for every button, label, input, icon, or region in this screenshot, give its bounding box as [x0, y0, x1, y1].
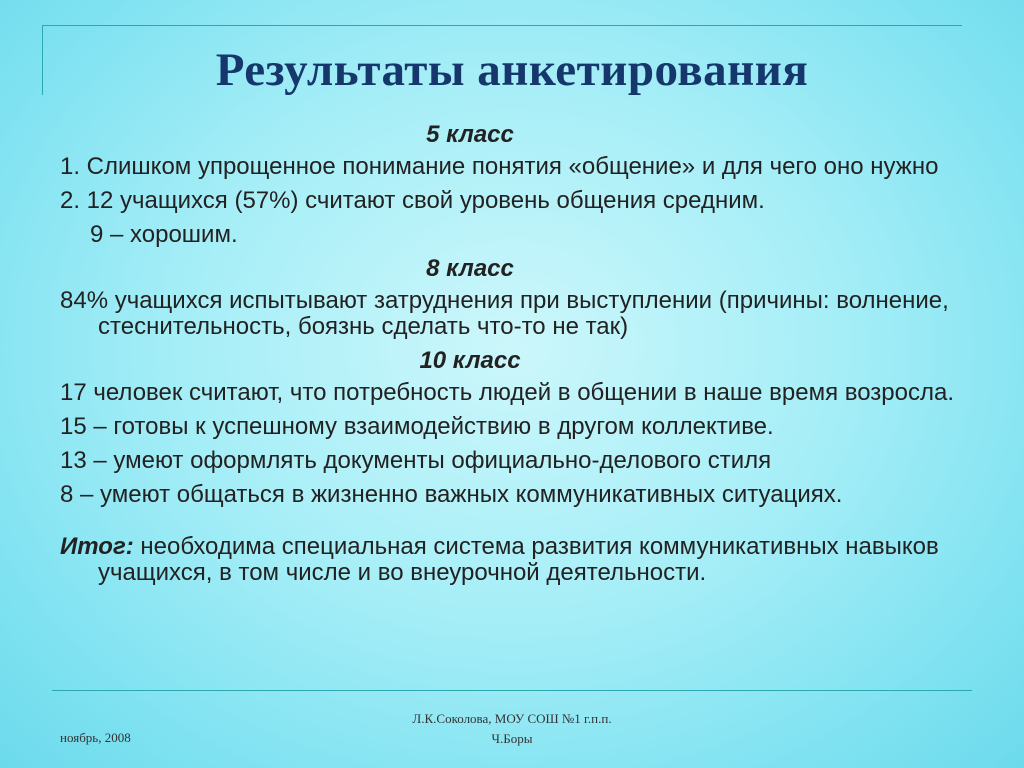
bottom-divider-line [52, 690, 972, 691]
section-heading: 8 класс [426, 255, 514, 282]
list-item: 9 – хорошим. [90, 221, 238, 248]
conclusion [60, 534, 970, 586]
footer-date: ноябрь, 2008 [60, 730, 131, 745]
slide-body [60, 122, 970, 586]
list-item: 1. Слишком упрощенное понимание понятия «общение» и для чего оно нужно [60, 153, 939, 180]
section-grade-8 [60, 256, 970, 340]
section-heading: 10 класс [419, 347, 521, 374]
section-heading: 5 класс [426, 121, 514, 148]
footer-author-line1: Л.К.Соколова, МОУ СОШ №1 г.п.п. [412, 711, 612, 726]
footer-author-line2: Ч.Боры [491, 731, 533, 746]
conclusion-label: Итог: [60, 533, 134, 560]
section-grade-10 [60, 348, 970, 508]
slide-title: Результаты анкетирования [215, 44, 809, 96]
section-grade-5 [60, 122, 970, 248]
footer-author [362, 709, 662, 749]
list-item: 15 – готовы к успешному взаимодействию в другом коллективе. [60, 413, 774, 440]
list-item: 17 человек считают, что потребность людей в общении в наше время возросла. [60, 379, 955, 406]
list-item: 13 – умеют оформлять документы официально-делового стиля [60, 447, 772, 474]
conclusion-text: необходима специальная система развития коммуникативных навыков учащихся, в том числе и во внеурочной деятельности. [98, 533, 939, 586]
top-divider-line [42, 25, 962, 26]
list-item: 2. 12 учащихся (57%) считают свой уровень общения средним. [60, 187, 765, 214]
list-item: 8 – умеют общаться в жизненно важных коммуникативных ситуациях. [60, 481, 843, 508]
list-item: 84% учащихся испытывают затруднения при выступлении (причины: волнение, стеснительность, боязнь сделать что-то не так) [60, 287, 949, 340]
